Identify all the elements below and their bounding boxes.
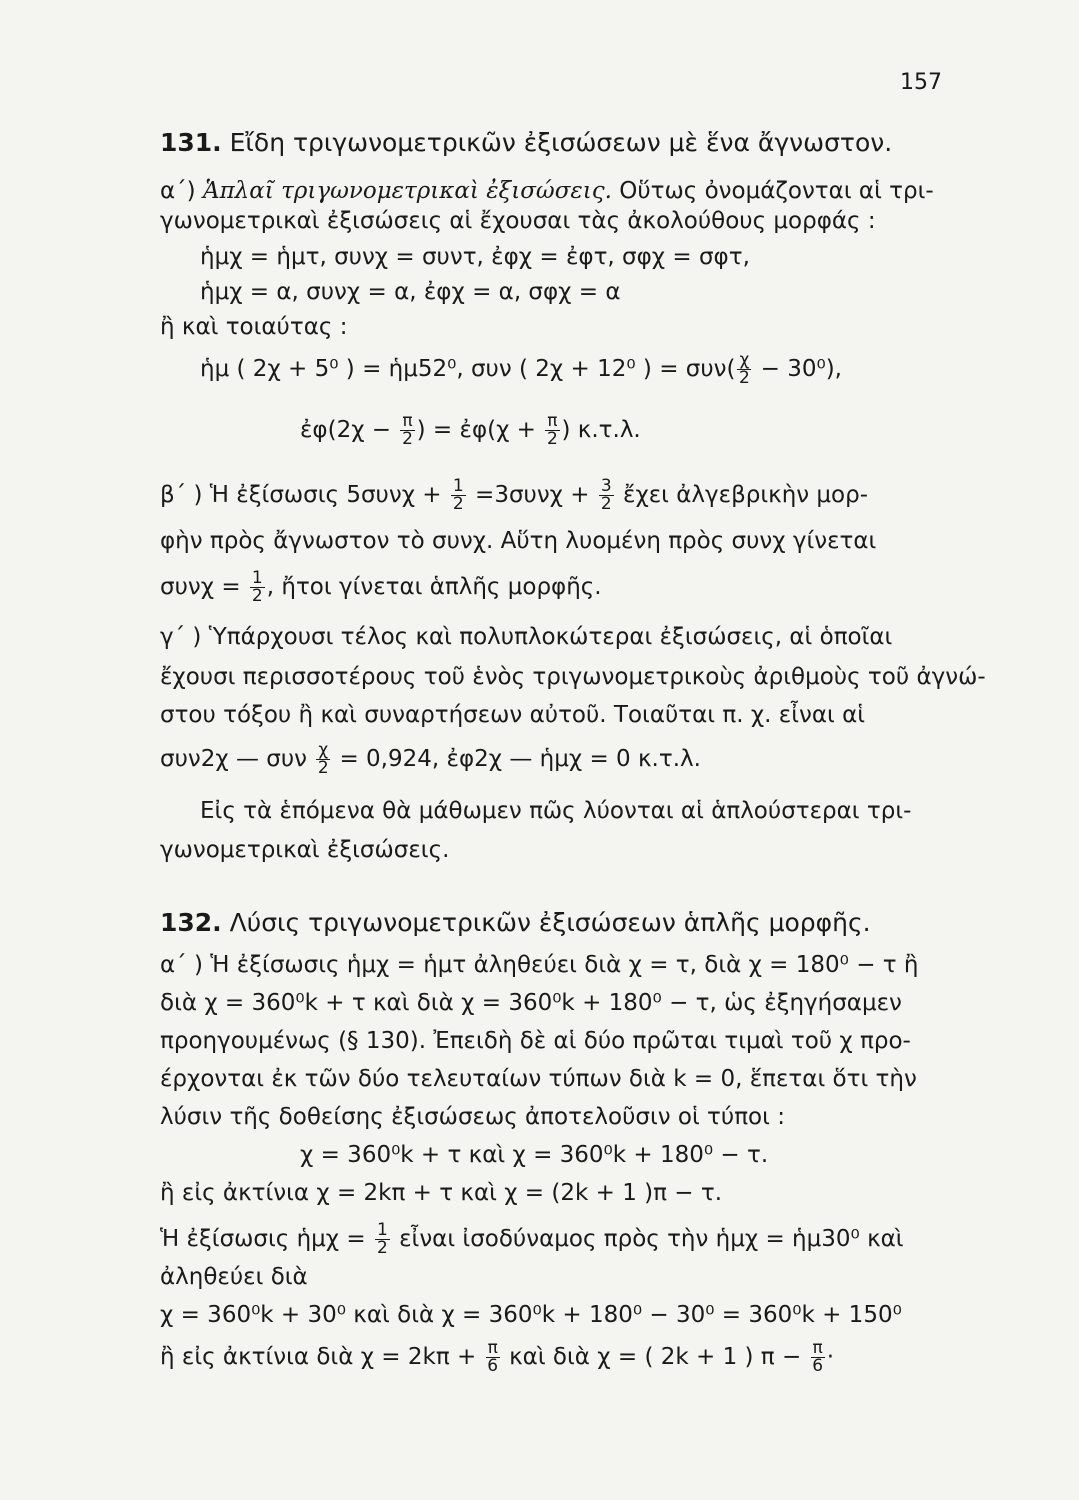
section-131-heading xyxy=(160,128,940,158)
b1-c: ἔχει ἀλγεβρικὴν μορ- xyxy=(615,482,869,508)
ex1-b: − 30⁰), xyxy=(753,356,842,382)
b1-b: =3συνχ + xyxy=(467,482,597,508)
section-132-title: Λύσις τριγωνομετρικῶν ἐξισώσεων ἁπλῆς μορφῆς. xyxy=(229,908,871,937)
s132-line4: έρχονται ἐκ τῶν δύο τελευταίων τύπων διὰ k = 0, ἕπεται ὅτι τὴν xyxy=(160,1066,917,1092)
c4-fraction-den: 2 xyxy=(317,758,329,778)
s131-forms-line1: ἡμχ = ἡμτ, συνχ = συντ, ἐφχ = ἐφτ, σφχ = σφτ, xyxy=(200,244,750,270)
b1-fraction2-num: 3 xyxy=(600,476,612,496)
section-131-number: 131. xyxy=(160,128,222,157)
l8-fraction-den: 2 xyxy=(376,1238,388,1258)
b1-fraction1-den: 2 xyxy=(452,494,464,514)
l11-fraction2 xyxy=(811,1340,825,1375)
b3-fraction xyxy=(250,570,265,605)
s131-d-line1: Εἰς τὰ ἑπόμενα θὰ μάθωμεν πῶς λύονται αἱ ἁπλούστεραι τρι- xyxy=(200,798,912,824)
l8-a: Ἡ ἐξίσωσις ἡμχ = xyxy=(160,1226,373,1252)
s132-line10: χ = 360⁰k + 30⁰ καὶ διὰ χ = 360⁰k + 180⁰ − 30⁰ = 360⁰k + 150⁰ xyxy=(160,1302,902,1328)
s132-line6: χ = 360⁰k + τ καὶ χ = 360⁰k + 180⁰ − τ. xyxy=(300,1142,769,1168)
s131-c-line3: στου τόξου ἢ καὶ συναρτήσεων αὐτοῦ. Τοιαῦται π. χ. εἶναι αἱ xyxy=(160,702,866,728)
ex2-fraction2 xyxy=(545,413,559,448)
l11-fraction1-den: 6 xyxy=(487,1356,499,1376)
s132-line3: προηγουμένως (§ 130). Ἐπειδὴ δὲ αἱ δύο πρῶται τιμαὶ τοῦ χ προ- xyxy=(160,1028,911,1054)
section-132-number: 132. xyxy=(160,908,222,937)
c4-b: = 0,924, ἐφ2χ — ἡμχ = 0 κ.τ.λ. xyxy=(332,746,701,772)
s131-a-text1: Οὕτως ὀνομάζονται αἱ τρι- xyxy=(611,178,934,204)
s132-line5: λύσιν τῆς δοθείσης ἐξισώσεως ἀποτελοῦσιν οἱ τύποι : xyxy=(160,1104,785,1130)
c4-a: συν2χ — συν xyxy=(160,746,315,772)
s131-b-line2: φὴν πρὸς ἄγνωστον τὸ συνχ. Αὕτη λυομένη πρὸς συνχ γίνεται xyxy=(160,528,877,554)
c4-fraction-num: χ xyxy=(318,740,329,760)
s131-c-line4 xyxy=(160,742,940,777)
b1-fraction1-num: 1 xyxy=(452,476,464,496)
s131-forms-line2: ἡμχ = α, συνχ = α, ἐφχ = α, σφχ = α xyxy=(200,279,621,305)
ex1-fraction xyxy=(737,352,751,387)
ex1-fraction-den: 2 xyxy=(738,368,750,388)
ex2-c: ) κ.τ.λ. xyxy=(561,417,641,443)
b3-b: , ἤτοι γίνεται ἁπλῆς μορφῆς. xyxy=(266,574,602,600)
ex2-fraction2-den: 2 xyxy=(546,429,558,449)
b1-fraction2 xyxy=(599,478,614,513)
ex2-fraction1 xyxy=(400,413,414,448)
s131-line-a2: γωνομετρικαὶ ἐξισώσεις αἱ ἔχουσαι τὰς ἀκολούθους μορφάς : xyxy=(160,208,876,234)
ex1-a: ἡμ ( 2χ + 5⁰ ) = ἡμ52⁰, συν ( 2χ + 12⁰ ) = συν( xyxy=(200,356,736,382)
ex2-fraction1-den: 2 xyxy=(402,429,413,449)
ex2-fraction1-num: π xyxy=(402,411,413,431)
b1-a: β΄ ) Ἡ ἐξίσωσις 5συνχ + xyxy=(160,482,449,508)
s132-line9: ἀληθεύει διὰ xyxy=(160,1264,308,1290)
page-number: 157 xyxy=(900,70,942,95)
s132-line2: διὰ χ = 360⁰k + τ καὶ διὰ χ = 360⁰k + 180⁰ − τ, ὡς ἐξηγήσαμεν xyxy=(160,990,902,1016)
s131-b-line1 xyxy=(160,478,940,513)
l11-fraction2-den: 6 xyxy=(812,1356,824,1376)
s132-line8 xyxy=(160,1222,940,1257)
ex2-fraction2-num: π xyxy=(547,411,558,431)
s131-b-line3 xyxy=(160,570,940,605)
l8-fraction-num: 1 xyxy=(376,1220,388,1240)
s131-line-a1 xyxy=(160,176,940,206)
b3-fraction-num: 1 xyxy=(251,568,263,588)
l11-b: καὶ διὰ χ = ( 2k + 1 ) π − xyxy=(501,1344,809,1370)
s131-example-line2 xyxy=(300,413,1079,448)
s131-c-line2: ἔχουσι περισσοτέρους τοῦ ἑνὸς τριγωνομετρικοὺς ἀριθμοὺς τοῦ ἀγνώ- xyxy=(160,664,986,690)
b3-fraction-den: 2 xyxy=(251,586,263,606)
l11-fraction2-num: π xyxy=(812,1338,823,1358)
s131-c-line1: γ΄ ) Ὑπάρχουσι τέλος καὶ πολυπλοκώτεραι ἐξισώσεις, αἱ ὁποῖαι xyxy=(160,624,893,650)
ex2-b: ) = ἐφ(χ + xyxy=(416,417,544,443)
s131-d-line2: γωνομετρικαὶ ἐξισώσεις. xyxy=(160,837,450,863)
section-132-heading xyxy=(160,908,940,938)
b1-fraction1 xyxy=(451,478,466,513)
s132-line7: ἢ εἰς ἀκτίνια χ = 2kπ + τ καὶ χ = (2k + 1 )π − τ. xyxy=(160,1180,723,1206)
l11-fraction1 xyxy=(486,1340,500,1375)
s131-kai-toiautas: ἢ καὶ τοιαύτας : xyxy=(160,314,348,340)
s131-a-italic: Ἁπλαῖ τριγωνομετρικαὶ ἐξισώσεις. xyxy=(202,178,612,204)
b1-fraction2-den: 2 xyxy=(600,494,612,514)
s132-line1: α΄ ) Ἡ ἐξίσωσις ἡμχ = ἡμτ ἀληθεύει διὰ χ = τ, διὰ χ = 180⁰ − τ ἢ xyxy=(160,952,919,978)
s132-line11 xyxy=(160,1340,940,1375)
l11-a: ἢ εἰς ἀκτίνια διὰ χ = 2kπ + xyxy=(160,1344,484,1370)
ex1-fraction-num: χ xyxy=(739,350,750,370)
l11-c: · xyxy=(826,1344,835,1370)
l8-b: εἶναι ἰσοδύναμος πρὸς τὴν ἡμχ = ἡμ30⁰ καὶ xyxy=(391,1226,904,1252)
l8-fraction xyxy=(375,1222,390,1257)
section-131-title: Εἴδη τριγωνομετρικῶν ἐξισώσεων μὲ ἕνα ἄγνωστον. xyxy=(229,128,893,157)
s131-a-label: α΄) xyxy=(160,178,203,204)
c4-fraction xyxy=(316,742,330,777)
s131-example-line1 xyxy=(200,352,980,387)
ex2-a: ἐφ(2χ − xyxy=(300,417,399,443)
l11-fraction1-num: π xyxy=(487,1338,498,1358)
b3-a: συνχ = xyxy=(160,574,248,600)
